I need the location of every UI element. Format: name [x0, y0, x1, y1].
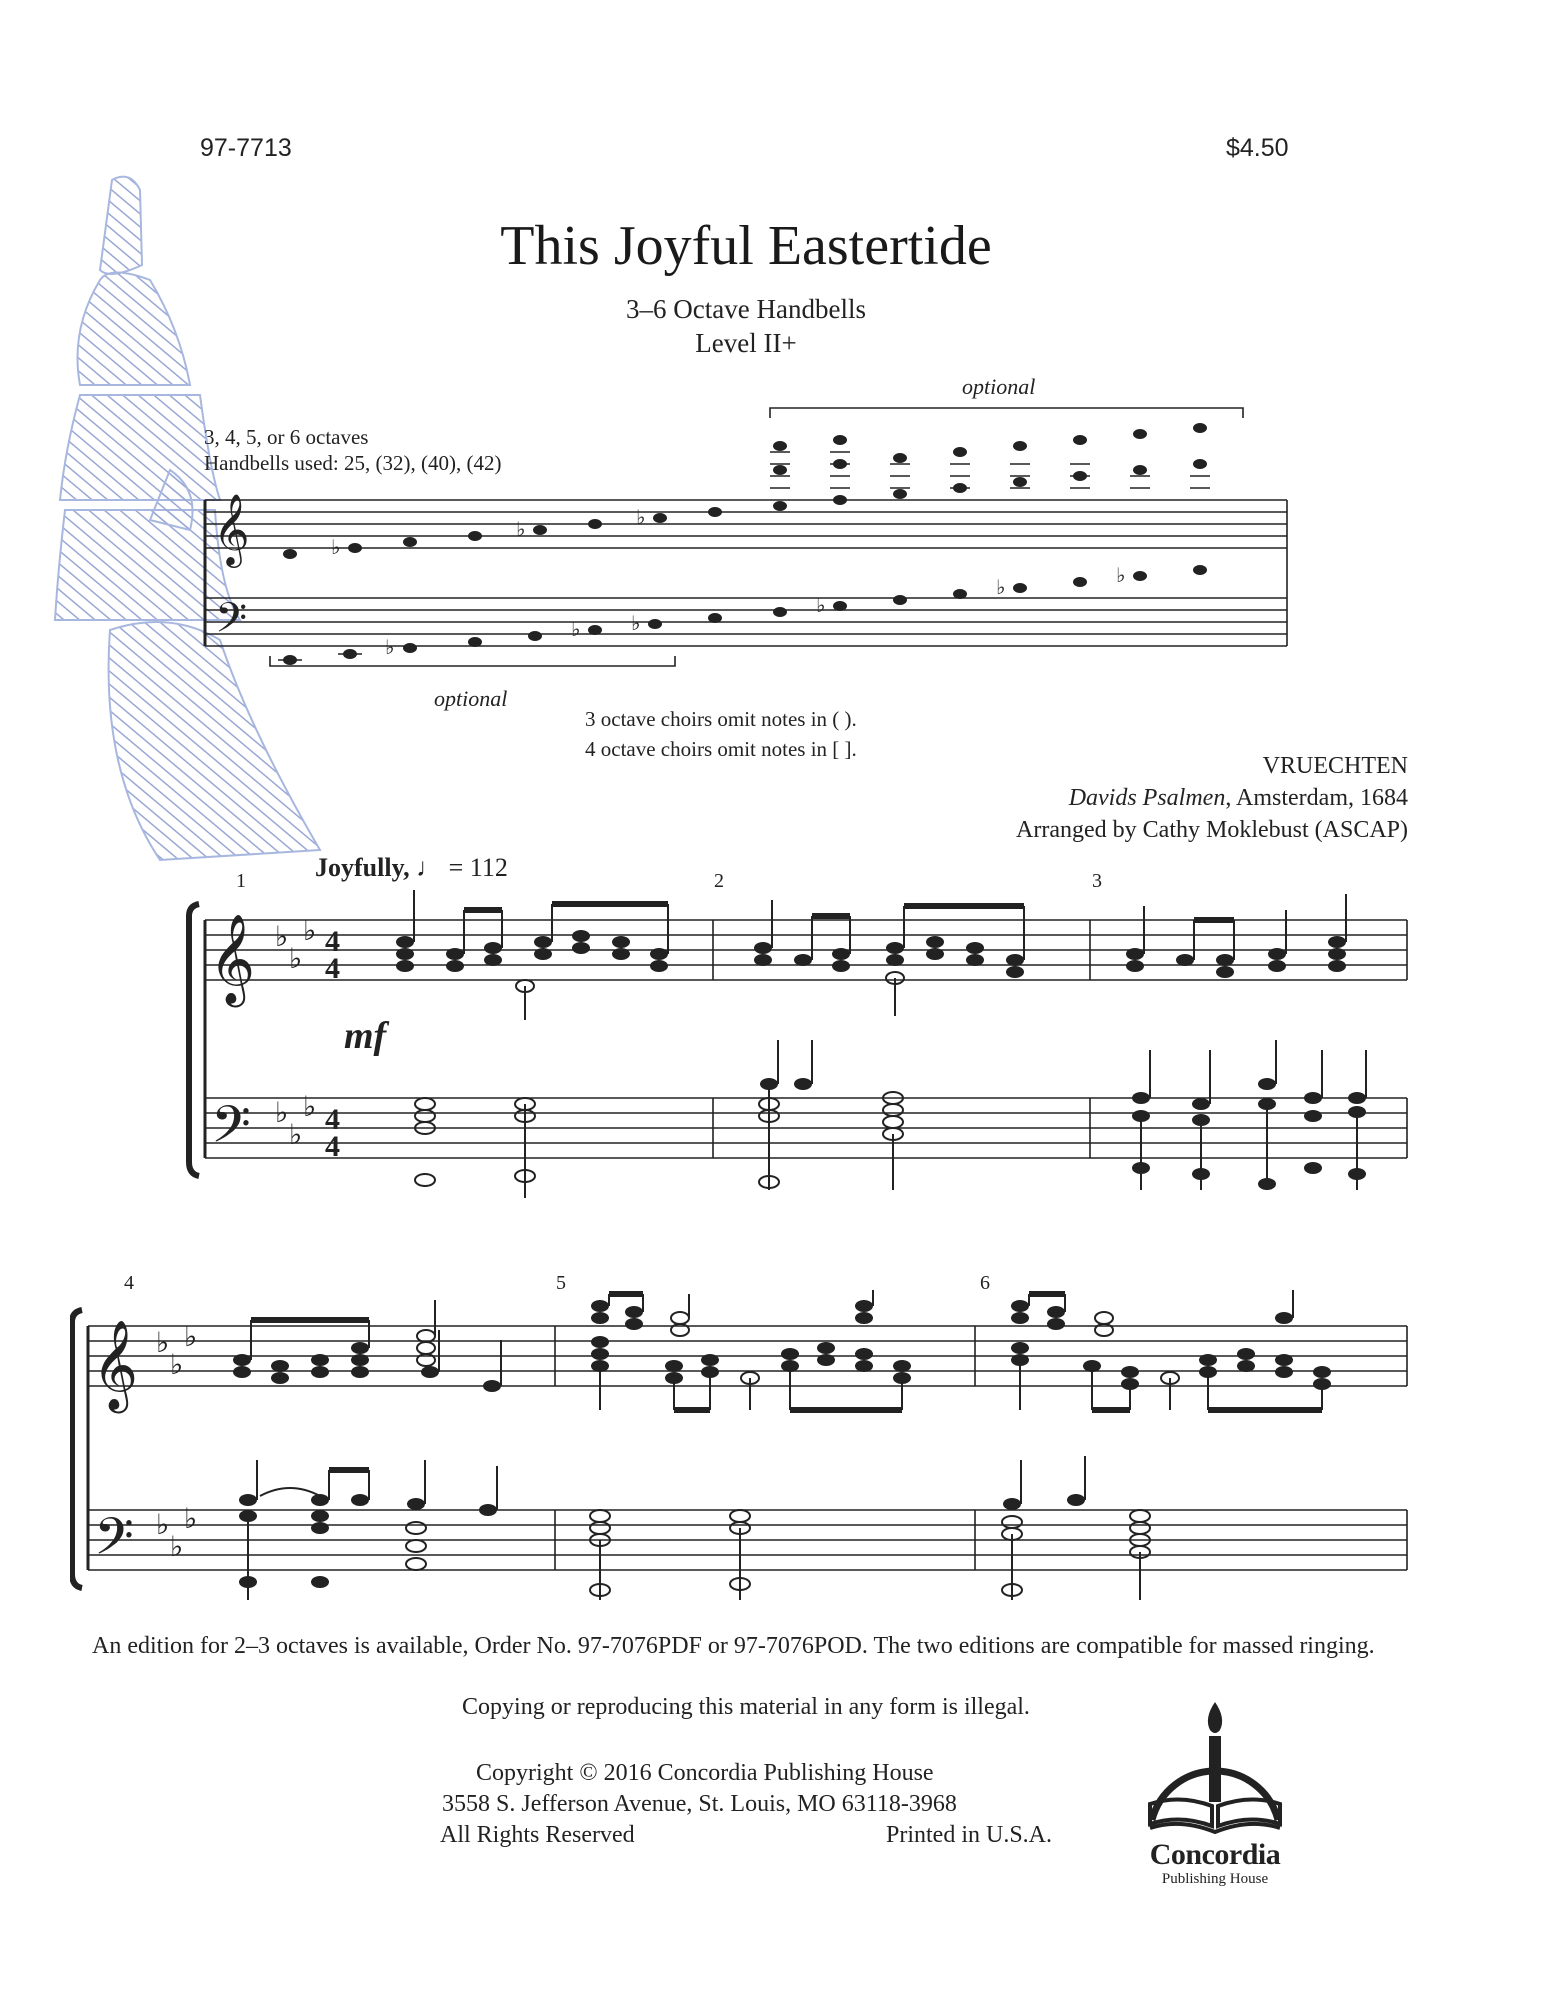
arranger: Arranged by Cathy Moklebust (ASCAP) — [1016, 817, 1408, 843]
subtitle — [0, 292, 1492, 360]
svg-text:♭: ♭ — [170, 1350, 184, 1381]
tempo-value: = 112 — [448, 853, 508, 882]
measure-number-6: 6 — [980, 1272, 990, 1294]
svg-text:♭: ♭ — [631, 613, 641, 635]
svg-text:♭: ♭ — [156, 1328, 170, 1359]
catalog-number: 97-7713 — [200, 134, 292, 162]
credits — [1016, 750, 1408, 846]
omit-note-4-octave: 4 octave choirs omit notes in [ ]. — [585, 737, 857, 761]
concordia-logo-icon — [1140, 1700, 1290, 1840]
copy-warning: Copying or reproducing this material in any form is illegal. — [462, 1694, 1030, 1720]
handbells-used: Handbells used: 25, (32), (40), (42) — [204, 451, 502, 475]
publisher-address: 3558 S. Jefferson Avenue, St. Louis, MO 63118-3968 — [442, 1791, 957, 1817]
range-chart-staff — [195, 400, 1295, 700]
measure-number-4: 4 — [124, 1272, 134, 1294]
svg-text:♭: ♭ — [385, 637, 395, 659]
svg-text:♭: ♭ — [816, 595, 826, 617]
dynamic-marking: mf — [344, 1015, 387, 1057]
measure-number-3: 3 — [1092, 870, 1102, 892]
quarter-note-icon: ♩ — [416, 853, 443, 882]
svg-text:𝄞: 𝄞 — [213, 496, 250, 564]
optional-label-top: optional — [962, 374, 1036, 399]
tune-name: VRUECHTEN — [1262, 753, 1408, 779]
svg-text:4: 4 — [325, 1130, 340, 1163]
publisher-subname: Publishing House — [1161, 1871, 1269, 1887]
measure-number-2: 2 — [714, 870, 724, 892]
svg-text:♭: ♭ — [303, 916, 317, 947]
svg-text:♭: ♭ — [331, 537, 341, 559]
svg-text:♭: ♭ — [170, 1532, 184, 1563]
tempo-word: Joyfully, — [315, 853, 410, 882]
printed-in: Printed in U.S.A. — [885, 1822, 1052, 1848]
svg-text:♭: ♭ — [275, 922, 289, 953]
svg-text:𝄞: 𝄞 — [92, 1321, 139, 1408]
measure-number-5: 5 — [556, 1272, 566, 1294]
svg-text:4: 4 — [325, 1103, 340, 1136]
copyright-line: Copyright © 2016 Concordia Publishing House — [476, 1760, 934, 1786]
source-details: , Amsterdam, 1684 — [1225, 785, 1408, 811]
difficulty-level: Level II+ — [695, 328, 797, 358]
score-system-1 — [185, 890, 1415, 1200]
publisher-name: Concordia — [1149, 1838, 1281, 1871]
svg-text:♭: ♭ — [184, 1504, 198, 1535]
rights-row — [440, 1820, 1052, 1851]
instrumentation: 3–6 Octave Handbells — [626, 294, 866, 324]
page-title: This Joyful Eastertide — [500, 215, 992, 277]
svg-text:♭: ♭ — [275, 1098, 289, 1129]
svg-text:♭: ♭ — [571, 619, 581, 641]
svg-text:♭: ♭ — [636, 507, 646, 529]
svg-text:♭: ♭ — [303, 1092, 317, 1123]
svg-text:♭: ♭ — [1116, 565, 1126, 587]
source — [1016, 782, 1408, 814]
svg-text:♭: ♭ — [156, 1510, 170, 1541]
svg-text:♭: ♭ — [516, 519, 526, 541]
octaves-note: 3, 4, 5, or 6 octaves — [204, 425, 369, 449]
svg-text:𝄢: 𝄢 — [211, 1098, 251, 1166]
svg-text:𝄢: 𝄢 — [94, 1510, 134, 1578]
svg-text:𝄞: 𝄞 — [209, 915, 256, 1002]
score-system-2 — [70, 1290, 1415, 1610]
svg-text:4: 4 — [325, 925, 340, 958]
svg-text:♭: ♭ — [996, 577, 1006, 599]
copyright-block — [440, 1758, 1052, 1851]
svg-text:♭: ♭ — [184, 1322, 198, 1353]
measure-number-1: 1 — [236, 870, 246, 892]
svg-text:𝄢: 𝄢 — [215, 595, 248, 651]
source-title: Davids Psalmen — [1068, 785, 1226, 811]
svg-text:4: 4 — [325, 952, 340, 985]
edition-note: An edition for 2–3 octaves is available, Order No. 97-7076PDF or 97-7076POD. The two editions are compatible for massed ringing. — [92, 1633, 1375, 1659]
svg-text:♭: ♭ — [289, 1120, 303, 1151]
optional-label-bottom: optional — [434, 686, 508, 711]
svg-text:♭: ♭ — [289, 944, 303, 975]
publisher-logo-text — [1130, 1840, 1300, 1888]
price: $4.50 — [1226, 134, 1289, 162]
omit-notes — [585, 704, 857, 764]
tempo-marking — [315, 853, 508, 883]
omit-note-3-octave: 3 octave choirs omit notes in ( ). — [585, 707, 857, 731]
rights-reserved: All Rights Reserved — [440, 1822, 635, 1848]
